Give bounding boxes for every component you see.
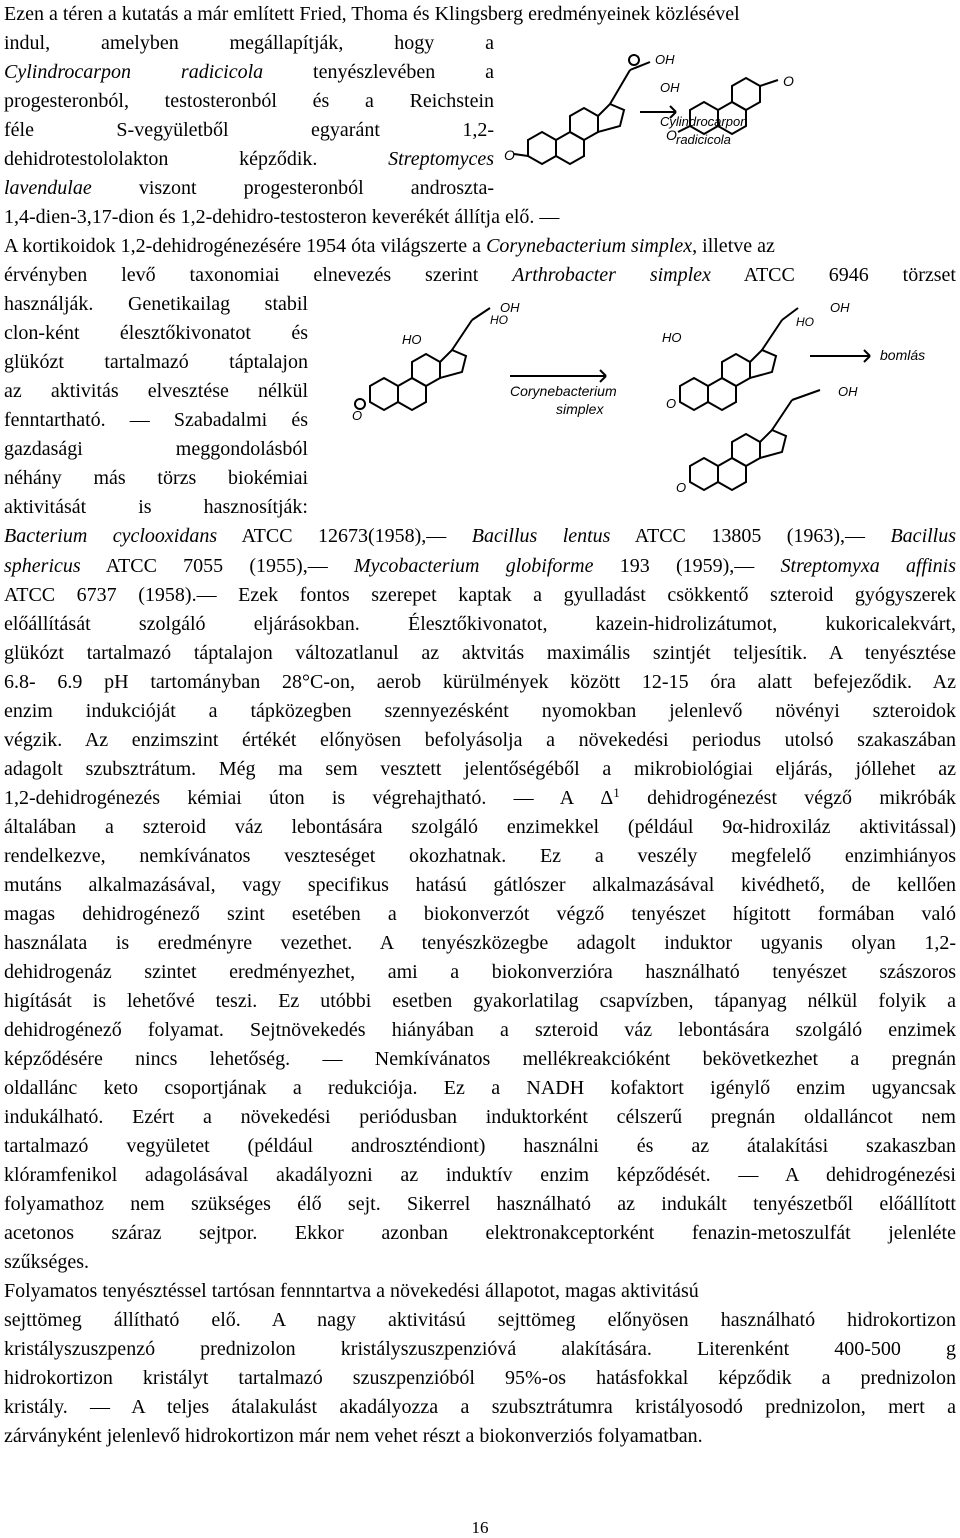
text-run: indukálható. Ezért a növekedési periódusban induktorként célszerű pregnán oldalláncot nem	[4, 1106, 956, 1128]
ho-label: HO	[796, 315, 814, 329]
text-run: adagolt szubsztrátum. Még ma sem vesztett jelentőségéből a mikrobiológiai eljárás, jóllehet az	[4, 758, 956, 780]
italic-term: Streptomyxa affinis	[780, 555, 956, 577]
text-run: végzik. Az enzimszint értékét előnyösen befolyásolja a növekedési periodus utolsó szakaszában	[4, 729, 956, 751]
text-line	[4, 174, 494, 202]
ho-label: HO	[662, 330, 682, 345]
italic-term: Mycobacterium globiforme	[353, 555, 594, 577]
o-label: O	[783, 73, 794, 89]
text-line	[4, 610, 956, 638]
italic-term: Arthrobacter simplex	[512, 264, 711, 286]
text-line	[4, 1306, 956, 1334]
text-run: fenntartható. — Szabadalmi és	[4, 409, 308, 431]
text-run: klóramfenikol adagolásával akadályozni az induktív enzim képződését. — A dehidrogénezési	[4, 1164, 956, 1186]
organism-label: Cylindrocarpon	[660, 114, 748, 129]
text-line	[4, 1422, 956, 1450]
text-run: hidrokortizon kristályt tartalmazó szuszpenzióból 95%-os hatásfokkal képződik a prednizolon	[4, 1367, 956, 1389]
text-line	[4, 581, 956, 609]
text-line	[4, 58, 494, 86]
text-line	[4, 813, 956, 841]
o-label: O	[676, 480, 687, 495]
reaction-figure-cylindrocarpon	[500, 40, 830, 170]
organism-label: radicicola	[676, 132, 731, 147]
steroid-structure-drawing	[350, 296, 950, 496]
oh-label: OH	[838, 384, 858, 399]
text-line	[4, 522, 956, 550]
text-line	[4, 1103, 956, 1131]
text-run: használata is eredményre vezethet. A tenyészközegbe adagolt induktor ugyanis olyan 1,2-	[4, 932, 956, 954]
text-run: szűkséges.	[4, 1251, 89, 1273]
text-line	[4, 900, 956, 928]
text-run: acetonos száraz sejtpor. Ekkor azonban elektronakceptorként fenazin-metoszulfát jelenléte	[4, 1222, 956, 1244]
italic-term: Bacillus lentus	[471, 525, 611, 547]
text-line	[4, 697, 956, 725]
organism-label: simplex	[556, 401, 604, 417]
text-run: enzim indukcióját a tápközegben szennyezésként nyomokban jelenlevő növényi szteroidok	[4, 700, 956, 722]
italic-term: Cylindrocarpon radicicola	[4, 61, 264, 83]
italic-term: Streptomyces	[388, 148, 494, 170]
text-line	[4, 1219, 956, 1247]
italic-term: Bacillus	[890, 525, 956, 547]
text-line	[4, 493, 308, 521]
text-run: az aktivitás elvesztése nélkül	[4, 380, 308, 402]
text-line	[4, 29, 494, 57]
text-line	[4, 1016, 956, 1044]
text-line	[4, 929, 956, 957]
text-run: rendelkezve, nemkívánatos veszteséget okozhatnak. Ez a veszély megfelelő enzimhiányos	[4, 845, 956, 867]
text-run: zárványként jelenlevő hidrokortizon már nem vehet részt a biokonverziós folyamatban.	[4, 1425, 703, 1447]
text-run: általában a szteroid váz lebontására szolgáló enzimekkel (például 9α-hidroxiláz aktivitással)	[4, 816, 956, 838]
text-line	[4, 232, 956, 260]
text-line	[4, 319, 308, 347]
italic-term: sphericus	[4, 555, 81, 577]
text-line	[4, 755, 956, 783]
text-line	[4, 348, 308, 376]
o-label: O	[352, 408, 363, 423]
text-line	[4, 1335, 956, 1363]
text-run: képződésére nincs lehetőség. — Nemkívánatos mellékreakcióként bekövetkezhet a pregnán	[4, 1048, 956, 1070]
text-line	[4, 406, 308, 434]
italic-term: Bacterium cyclooxidans	[4, 525, 218, 547]
text-line	[4, 1248, 956, 1276]
text-line	[4, 0, 956, 28]
text-run: dehidrogenáz szintet eredményezhet, ami a biokonverzióra használható tenyészet szászoros	[4, 961, 956, 983]
text-line	[4, 1364, 956, 1392]
text-run: A kortikoidok 1,2-dehidrogénezésére 1954 óta világszerte a	[4, 235, 487, 257]
arrow-label: bomlás	[880, 347, 926, 363]
text-run: Δ	[600, 787, 614, 809]
text-run: , illetve az	[692, 235, 775, 257]
text-run: magas dehidrogénező szint esetében a biokonverzót végző tenyészet hígitott formában való	[4, 903, 956, 925]
ketone-oxygen-icon	[629, 55, 639, 65]
ho-label: HO	[490, 313, 508, 327]
text-run: viszont progesteronból androszta-	[91, 177, 494, 199]
text-line	[4, 784, 956, 812]
text-run: néhány más törzs biokémiai	[4, 467, 308, 489]
text-line	[4, 871, 956, 899]
organism-label: Corynebacterium	[510, 383, 617, 399]
text-line	[4, 435, 308, 463]
reaction-figure-corynebacterium	[350, 296, 950, 496]
text-line	[4, 668, 956, 696]
text-line	[4, 203, 956, 231]
o-label: O	[666, 127, 677, 143]
text-run: mutáns alkalmazásával, vagy specifikus hatású gátlószer alkalmazásával kivédhető, de kellően	[4, 874, 956, 896]
text-run: dehidrotestololakton képződik.	[4, 148, 389, 170]
text-run: Ezen a téren a kutatás a már említett Fried, Thoma és Klingsberg eredményeinek közlésével	[4, 3, 740, 25]
superscript: 1	[613, 785, 620, 800]
text-run: progesteronból, testosteronból és a Reichstein	[4, 90, 494, 112]
text-line	[4, 958, 956, 986]
steroid-structure-drawing	[500, 40, 830, 170]
oh-label: OH	[500, 300, 520, 315]
text-run: előállítását szolgáló eljárásokban. Élesztőkivonatot, kazein-hidrolizátumot, kukoricalekvárt,	[4, 613, 956, 635]
text-run: clon-ként élesztőkivonatot és	[4, 322, 308, 344]
text-line	[4, 377, 308, 405]
text-run: glükózt tartalmazó táptalajon változatlanul az aktvitás maximális szintjét teljesítik. A tenyésztése	[4, 642, 956, 664]
text-run: tenyészlevében a	[263, 61, 494, 83]
text-line	[4, 1190, 956, 1218]
text-line	[4, 145, 494, 173]
text-run: érvényben levő taxonomiai elnevezés szerint	[4, 264, 513, 286]
text-run: sejttömeg állítható elő. A nagy aktivitású sejttömeg előnyösen használható hidrokortizon	[4, 1309, 956, 1331]
text-run: dehidrogénezést végző mikróbák	[619, 787, 956, 809]
text-run: 1,4-dien-3,17-dion és 1,2-dehidro-testosteron keverékét állítja elő. —	[4, 206, 560, 228]
text-line	[4, 1074, 956, 1102]
text-run: dehidrogénező folyamat. Sejtnövekedés hiányában a szteroid váz lebontására szolgáló enzimek	[4, 1019, 956, 1041]
text-run: folyamathoz nem szükséges élő sejt. Sikerrel használható az indukált tenyészetből előállított	[4, 1193, 956, 1215]
text-run: használják. Genetikailag stabil	[4, 293, 308, 315]
italic-term: lavendulae	[4, 177, 92, 199]
text-run: gazdasági meggondolásból	[4, 438, 308, 460]
text-run: ATCC 7055 (1955),—	[80, 555, 354, 577]
text-line	[4, 1277, 956, 1305]
o-label: O	[666, 396, 677, 411]
text-run: oldallánc keto csoportjának a redukciója. Ez a NADH kofaktort igénylő enzim ugyancsak	[4, 1077, 956, 1099]
text-run: 193 (1959),—	[593, 555, 781, 577]
text-run: ATCC 6946 törzset	[710, 264, 956, 286]
text-run: 1,2-dehidrogénezés kémiai úton is végrehajtható. — A	[4, 787, 601, 809]
oh-label: OH	[830, 300, 850, 315]
text-run: Folyamatos tenyésztéssel tartósan fennntartva a növekedési állapotot, magas aktivitású	[4, 1280, 699, 1302]
ho-label: HO	[402, 332, 422, 347]
text-run: aktivitását is hasznosítják:	[4, 496, 308, 518]
text-line	[4, 464, 308, 492]
text-run: 6.8- 6.9 pH tartományban 28°C-on, aerob kürülmények között 12-15 óra alatt befejeződik. Az	[4, 671, 956, 693]
oh-label: OH	[655, 52, 675, 67]
text-run: glükózt tartalmazó táptalajon	[4, 351, 308, 373]
text-run: higítását is lehetővé teszi. Ez utóbbi esetben gyakorlatilag csapvízben, tápanyag nélkül folyik a	[4, 990, 956, 1012]
text-run: ATCC 6737 (1958).— Ezek fontos szerepet kaptak a gyulladást csökkentő szteroid gyógyszerek	[4, 584, 956, 606]
text-line	[4, 726, 956, 754]
text-run: ATCC 13805 (1963),—	[610, 525, 891, 547]
text-run: féle S-vegyületből egyaránt 1,2-	[4, 119, 494, 141]
text-run: indul, amelyben megállapítják, hogy a	[4, 32, 494, 54]
text-line	[4, 1161, 956, 1189]
text-run: ATCC 12673(1958),—	[217, 525, 472, 547]
text-line	[4, 1045, 956, 1073]
text-line	[4, 290, 308, 318]
text-line	[4, 639, 956, 667]
oh-label: OH	[660, 80, 680, 95]
text-line	[4, 842, 956, 870]
italic-term: Corynebacterium simplex	[486, 235, 693, 257]
text-run: kristályszuszpenzó prednizolon kristályszuszpenzióvá alakítására. Literenként 400-500 g	[4, 1338, 956, 1360]
text-line	[4, 1393, 956, 1421]
text-line	[4, 552, 956, 580]
text-run: kristály. — A teljes átalakulást akadályozza a szubsztrátumra kristályosodó prednizolon, mert a	[4, 1396, 956, 1418]
text-line	[4, 261, 956, 289]
text-run: tartalmazó vegyületet (például androszténdiont) használni és az átalakítási szakaszban	[4, 1135, 956, 1157]
text-line	[4, 116, 494, 144]
text-line	[4, 87, 494, 115]
text-line	[4, 987, 956, 1015]
text-line	[4, 1132, 956, 1160]
page-number: 16	[471, 1518, 489, 1537]
o-label: O	[504, 147, 515, 163]
